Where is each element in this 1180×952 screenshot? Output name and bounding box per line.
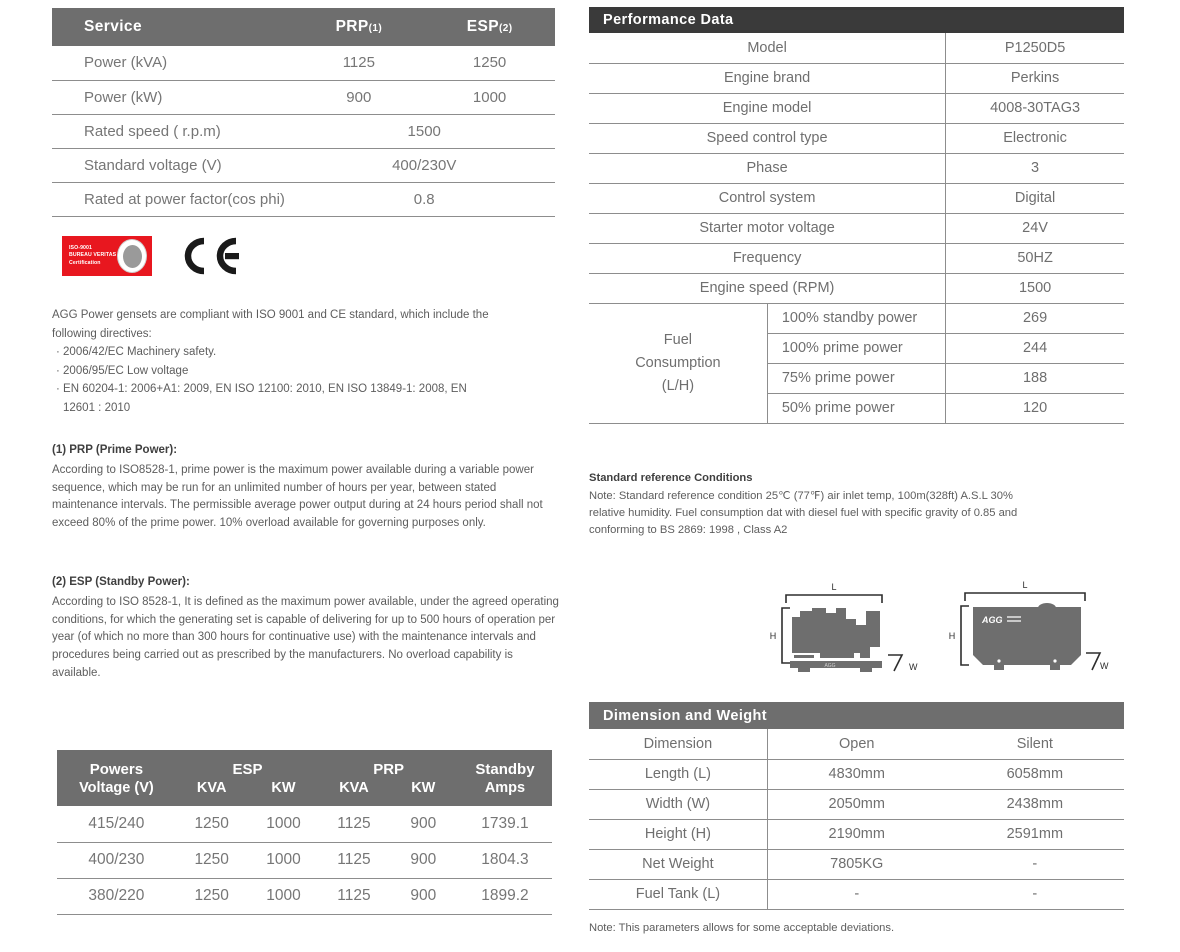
powers-header-prp-kw: KW [389, 778, 458, 806]
esp-note-body: According to ISO 8528-1, It is defined as the maximum power available, under the agreed operating conditions, for which the generating set is capable of delivering for up to 500 hours of operation per year (of which no more than 300 hours for continuative use) with the maintenance intervals and procedures being carried out as prescribed by the manufacturers. No overload capability is available. [52, 595, 559, 679]
esp-label: ESP [466, 18, 499, 35]
table-row [57, 806, 552, 842]
powers-header-amps: Amps [458, 778, 552, 806]
row-esp-value: 1250 [424, 46, 555, 80]
powers-header-standby: Standby [458, 750, 552, 778]
left-column [52, 8, 555, 217]
dimension-title-row [589, 702, 1124, 729]
fuel-row-label: 100% standby power [767, 303, 945, 333]
performance-data-table [589, 7, 1124, 424]
open-h-label: H [769, 631, 777, 641]
silent-w-label: W [1100, 661, 1109, 671]
genset-dimension-diagrams [760, 575, 1110, 675]
perf-value: 3 [946, 153, 1124, 183]
performance-table-body [589, 7, 1124, 423]
fuel-consumption-label [589, 303, 767, 423]
table-row [589, 729, 1124, 759]
dimension-silent-value: 2438mm [946, 789, 1124, 819]
dimension-silent-value: - [946, 879, 1124, 909]
dimension-table-note: Note: This parameters allows for some acceptable deviations. [589, 922, 895, 934]
table-row [589, 879, 1124, 909]
row-prp-value: 900 [293, 80, 424, 114]
powers-prp-kva: 1125 [319, 806, 388, 842]
dimension-header-silent: Silent [946, 729, 1124, 759]
perf-value: 24V [946, 213, 1124, 243]
powers-prp-kva: 1125 [319, 842, 388, 878]
table-row [589, 33, 1124, 63]
perf-value: Electronic [946, 123, 1124, 153]
iso-9001-bureau-veritas-logo [62, 236, 152, 276]
table-row [52, 148, 555, 182]
table-row [52, 182, 555, 216]
row-prp-value: 1125 [293, 46, 424, 80]
fuel-row-value: 188 [946, 363, 1124, 393]
bureau-veritas-seal-icon [117, 239, 147, 273]
powers-esp-kw: 1000 [248, 806, 320, 842]
dimension-silent-value: 6058mm [946, 759, 1124, 789]
table-row [589, 63, 1124, 93]
iso-logo-text [62, 245, 116, 268]
powers-header-row-2 [57, 778, 552, 806]
perf-value: 4008-30TAG3 [946, 93, 1124, 123]
dimension-silent-value: 2591mm [946, 819, 1124, 849]
table-row [589, 123, 1124, 153]
perf-value: Perkins [946, 63, 1124, 93]
table-row [589, 819, 1124, 849]
table-row [589, 183, 1124, 213]
table-row [589, 303, 1124, 333]
row-span-value: 0.8 [293, 182, 555, 216]
compliance-bullet-3: · EN 60204-1: 2006+A1: 2009, EN ISO 12100: 2010, EN ISO 13849-1: 2008, EN [56, 383, 467, 396]
dimension-open-value: 2190mm [767, 819, 945, 849]
row-span-value: 400/230V [293, 148, 555, 182]
right-column [589, 7, 1124, 424]
dimension-title: Dimension and Weight [603, 707, 768, 724]
powers-esp-kva: 1250 [176, 878, 248, 914]
dimension-open-value: - [767, 879, 945, 909]
compliance-bullet-1: · 2006/42/EC Machinery safety. [56, 346, 217, 359]
powers-voltage-table [57, 750, 552, 915]
standard-reference-conditions [589, 470, 1109, 539]
table-row [589, 153, 1124, 183]
powers-header-esp-kva: KVA [176, 778, 248, 806]
powers-voltage: 415/240 [57, 806, 176, 842]
performance-title-row [589, 7, 1124, 33]
powers-header-voltage: Voltage (V) [57, 778, 176, 806]
perf-value: 50HZ [946, 243, 1124, 273]
dimension-header-dimension: Dimension [589, 729, 767, 759]
fuel-row-value: 269 [946, 303, 1124, 333]
prp-note-title: (1) PRP (Prime Power): [52, 444, 178, 456]
compliance-intro-line1: AGG Power gensets are compliant with ISO 9001 and CE standard, which include the [52, 309, 489, 321]
certification-logos [62, 236, 240, 276]
open-l-label: L [831, 582, 837, 592]
perf-label: Starter motor voltage [589, 213, 946, 243]
iso-logo-line3: Certification [69, 259, 101, 266]
iso-logo-line2: BUREAU VERITAS [69, 252, 117, 259]
silent-genset-diagram [949, 580, 1109, 671]
perf-label: Speed control type [589, 123, 946, 153]
table-row [589, 93, 1124, 123]
dimension-open-value: 7805KG [767, 849, 945, 879]
table-row [57, 878, 552, 914]
row-label: Power (kVA) [52, 46, 293, 80]
row-label: Power (kW) [52, 80, 293, 114]
table-row [589, 243, 1124, 273]
esp-footnote: (2) [499, 23, 513, 34]
std-conditions-title: Standard reference Conditions [589, 472, 753, 484]
powers-header-powers: Powers [57, 750, 176, 778]
row-esp-value: 1000 [424, 80, 555, 114]
service-header-esp [424, 8, 555, 46]
table-row [57, 842, 552, 878]
compliance-bullet-2: · 2006/95/EC Low voltage [56, 364, 189, 377]
powers-standby-amps: 1804.3 [458, 842, 552, 878]
powers-prp-kva: 1125 [319, 878, 388, 914]
std-conditions-line3: conforming to BS 2869: 1998 , Class A2 [589, 524, 788, 536]
compliance-intro-line2: following directives: [52, 327, 152, 340]
performance-title: Performance Data [603, 12, 734, 28]
table-row [589, 849, 1124, 879]
powers-header-prp-kva: KVA [319, 778, 388, 806]
powers-esp-kva: 1250 [176, 842, 248, 878]
perf-label: Phase [589, 153, 946, 183]
table-row [589, 213, 1124, 243]
prp-label: PRP [335, 18, 369, 35]
table-row [589, 789, 1124, 819]
service-ratings-table [52, 8, 555, 217]
perf-label: Frequency [589, 243, 946, 273]
dimension-label: Width (W) [589, 789, 767, 819]
open-w-label: W [909, 662, 918, 672]
dimension-weight-table [589, 702, 1124, 910]
fuel-row-value: 120 [946, 393, 1124, 423]
open-brand-text: AGG [824, 663, 836, 669]
row-label: Rated speed ( r.p.m) [52, 114, 293, 148]
silent-brand-text: AGG [982, 615, 1003, 625]
perf-label: Engine brand [589, 63, 946, 93]
powers-header-prp: PRP [319, 750, 458, 778]
powers-table-header [57, 750, 552, 806]
service-header-row [52, 8, 555, 46]
fuel-row-label: 100% prime power [767, 333, 945, 363]
perf-label: Engine speed (RPM) [589, 273, 946, 303]
fuel-row-label: 50% prime power [767, 393, 945, 423]
powers-header-row-1 [57, 750, 552, 778]
table-row [589, 759, 1124, 789]
dimension-silent-value: - [946, 849, 1124, 879]
powers-table-body [57, 806, 552, 914]
dimension-table-body [589, 702, 1124, 909]
prp-note-body: According to ISO8528-1, prime power is the maximum power available during a variable power sequence, which may be run for an unlimited number of hours per year, between stated maintenance intervals. The permissible average power output during at 24 hours period shall not exceed 80% of the prime power. 10% overload available for governing purposes only. [52, 463, 543, 530]
esp-definition-note [52, 574, 559, 683]
powers-prp-kw: 900 [389, 878, 458, 914]
powers-voltage: 400/230 [57, 842, 176, 878]
ce-mark-icon [180, 236, 240, 276]
perf-value: P1250D5 [946, 33, 1124, 63]
perf-label: Engine model [589, 93, 946, 123]
fuel-row-label: 75% prime power [767, 363, 945, 393]
table-row [52, 46, 555, 80]
dimension-label: Fuel Tank (L) [589, 879, 767, 909]
dimension-open-value: 4830mm [767, 759, 945, 789]
dimension-header-open: Open [767, 729, 945, 759]
row-label: Rated at power factor(cos phi) [52, 182, 293, 216]
row-label: Standard voltage (V) [52, 148, 293, 182]
powers-standby-amps: 1739.1 [458, 806, 552, 842]
esp-note-title: (2) ESP (Standby Power): [52, 576, 190, 588]
fuel-row-value: 244 [946, 333, 1124, 363]
powers-header-esp-kw: KW [248, 778, 320, 806]
perf-value: 1500 [946, 273, 1124, 303]
row-span-value: 1500 [293, 114, 555, 148]
powers-esp-kw: 1000 [248, 842, 320, 878]
dimension-open-value: 2050mm [767, 789, 945, 819]
dimension-label: Height (H) [589, 819, 767, 849]
prp-definition-note [52, 442, 559, 533]
perf-label: Control system [589, 183, 946, 213]
fuel-label-line3: (L/H) [661, 377, 695, 394]
service-table-body [52, 46, 555, 216]
table-row [589, 273, 1124, 303]
table-row [52, 80, 555, 114]
silent-h-label: H [948, 631, 956, 641]
open-genset-diagram [770, 582, 918, 672]
powers-prp-kw: 900 [389, 806, 458, 842]
service-table-header [52, 8, 555, 46]
powers-standby-amps: 1899.2 [458, 878, 552, 914]
perf-value: Digital [946, 183, 1124, 213]
iso-logo-line1: ISO-9001 [69, 244, 93, 251]
perf-label: Model [589, 33, 946, 63]
dimension-label: Length (L) [589, 759, 767, 789]
fuel-label-line2: Consumption [635, 354, 721, 371]
silent-l-label: L [1022, 580, 1028, 590]
std-conditions-line2: relative humidity. Fuel consumption dat with diesel fuel with specific gravity of 0.85 and [589, 507, 1018, 519]
service-header-prp [293, 8, 424, 46]
prp-footnote: (1) [368, 23, 383, 34]
powers-esp-kw: 1000 [248, 878, 320, 914]
powers-voltage: 380/220 [57, 878, 176, 914]
powers-esp-kva: 1250 [176, 806, 248, 842]
compliance-bullet-3-continuation: 12601 : 2010 [63, 401, 131, 414]
powers-header-esp: ESP [176, 750, 320, 778]
table-row [52, 114, 555, 148]
dimension-label: Net Weight [589, 849, 767, 879]
compliance-text-block [52, 306, 552, 418]
fuel-label-line1: Fuel [663, 331, 693, 348]
service-header-name: Service [84, 18, 142, 35]
std-conditions-line1: Note: Standard reference condition 25℃ (77℉) air inlet temp, 100m(328ft) A.S.L 30% [589, 490, 1013, 502]
powers-prp-kw: 900 [389, 842, 458, 878]
